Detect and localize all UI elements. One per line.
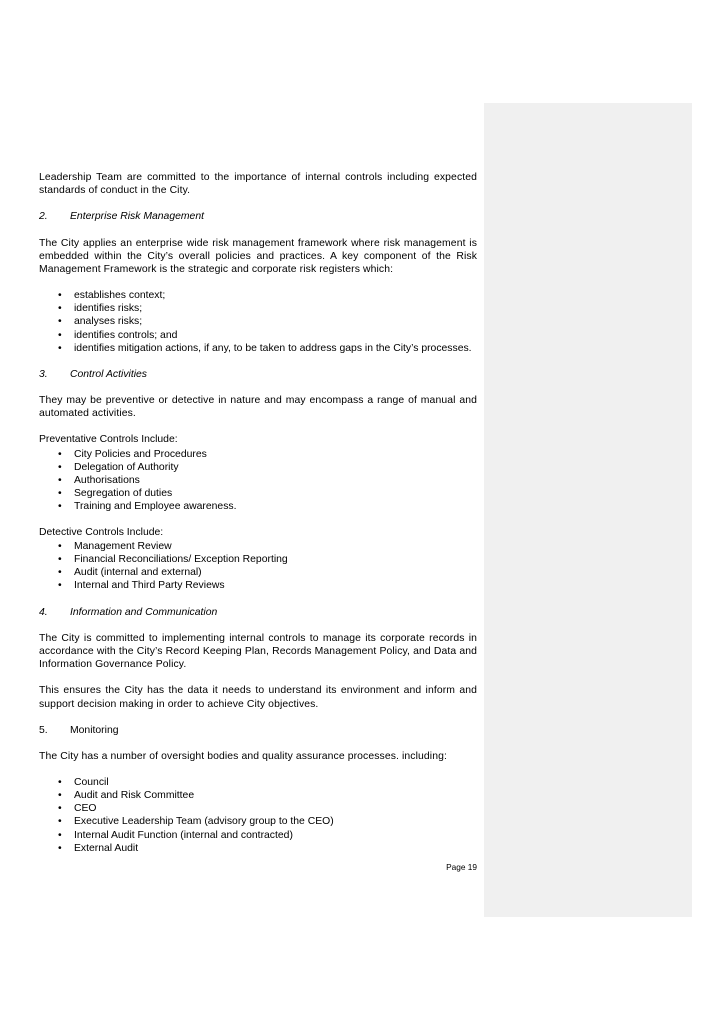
bullet-icon: • bbox=[58, 777, 62, 789]
list-item bbox=[39, 329, 477, 342]
heading-title: Monitoring bbox=[70, 724, 119, 736]
list-item-label: analyses risks; bbox=[74, 316, 143, 328]
list-item bbox=[39, 342, 477, 355]
heading-monitoring bbox=[39, 724, 477, 737]
paragraph-oversight-bodies: The City has a number of oversight bodies and quality assurance processes. including: bbox=[39, 750, 447, 762]
bullet-icon: • bbox=[58, 500, 62, 512]
list-item bbox=[39, 776, 477, 789]
list-item bbox=[39, 474, 477, 487]
paragraph-control-activities: They may be preventive or detective in nature and may encompass a range of manual and automated activities. bbox=[39, 394, 477, 420]
list-item-label: Training and Employee awareness. bbox=[74, 500, 237, 512]
paragraph-records-management: The City is committed to implementing internal controls to manage its corporate records in accordance with the City’s Record Keeping Plan, Records Management Policy, and Data and Information Governance Policy. bbox=[39, 632, 477, 671]
paragraph-risk-framework: The City applies an enterprise wide risk management framework where risk management is embedded within the City’s overall policies and practices. A key component of the Risk Management Framework is the strategic and corporate risk registers which: bbox=[39, 237, 477, 276]
lead-in-detective-controls: Detective Controls Include: bbox=[39, 526, 164, 538]
list-item bbox=[39, 540, 477, 553]
bullet-icon: • bbox=[58, 567, 62, 579]
list-item bbox=[39, 448, 477, 461]
list-item bbox=[39, 829, 477, 842]
heading-number: 2. bbox=[39, 211, 48, 223]
bullet-icon: • bbox=[58, 342, 62, 354]
list-item-label: identifies mitigation actions, if any, to be taken to address gaps in the City’s processes. bbox=[74, 342, 472, 354]
list-item-label: Authorisations bbox=[74, 474, 140, 486]
bullet-icon: • bbox=[58, 290, 62, 302]
list-item bbox=[39, 566, 477, 579]
list-item bbox=[39, 289, 477, 302]
list-preventative-controls bbox=[39, 448, 477, 513]
list-item bbox=[39, 815, 477, 828]
list-item bbox=[39, 461, 477, 474]
bullet-icon: • bbox=[58, 842, 62, 854]
heading-number: 5. bbox=[39, 724, 48, 736]
bullet-icon: • bbox=[58, 541, 62, 553]
list-item-label: Delegation of Authority bbox=[74, 461, 179, 473]
bullet-icon: • bbox=[58, 790, 62, 802]
heading-title: Control Activities bbox=[70, 368, 147, 380]
bullet-icon: • bbox=[58, 829, 62, 841]
heading-title: Information and Communication bbox=[70, 606, 218, 618]
list-item bbox=[39, 315, 477, 328]
list-item bbox=[39, 500, 477, 513]
bullet-icon: • bbox=[58, 461, 62, 473]
list-item-label: Management Review bbox=[74, 541, 172, 553]
list-item-label: Financial Reconciliations/ Exception Reporting bbox=[74, 554, 288, 566]
list-item bbox=[39, 553, 477, 566]
list-item-label: CEO bbox=[74, 803, 97, 815]
list-detective-controls bbox=[39, 540, 477, 592]
list-item-label: Audit and Risk Committee bbox=[74, 790, 195, 802]
list-item-label: Council bbox=[74, 777, 109, 789]
list-risk-registers bbox=[39, 289, 477, 354]
bullet-icon: • bbox=[58, 803, 62, 815]
list-item-label: Audit (internal and external) bbox=[74, 567, 202, 579]
list-item-label: establishes context; bbox=[74, 290, 166, 302]
list-item-label: identifies controls; and bbox=[74, 329, 178, 341]
heading-enterprise-risk-management bbox=[39, 210, 477, 223]
list-item-label: Internal Audit Function (internal and contracted) bbox=[74, 829, 293, 841]
list-item-label: identifies risks; bbox=[74, 303, 143, 315]
list-item bbox=[39, 302, 477, 315]
bullet-icon: • bbox=[58, 448, 62, 460]
bullet-icon: • bbox=[58, 316, 62, 328]
paragraph-leadership-team: Leadership Team are committed to the importance of internal controls including expected standards of conduct in the City. bbox=[39, 172, 477, 197]
list-item-label: External Audit bbox=[74, 842, 139, 854]
list-item bbox=[39, 802, 477, 815]
bullet-icon: • bbox=[58, 474, 62, 486]
bullet-icon: • bbox=[58, 816, 62, 828]
list-item bbox=[39, 789, 477, 802]
bullet-icon: • bbox=[58, 303, 62, 315]
bullet-icon: • bbox=[58, 580, 62, 592]
lead-in-preventative-controls: Preventative Controls Include: bbox=[39, 434, 178, 446]
list-oversight-bodies bbox=[39, 776, 477, 855]
heading-information-and-communication bbox=[39, 606, 477, 619]
bullet-icon: • bbox=[58, 329, 62, 341]
list-item-label: Executive Leadership Team (advisory group to the CEO) bbox=[74, 816, 334, 828]
list-item bbox=[39, 579, 477, 592]
list-item bbox=[39, 487, 477, 500]
page-number-footer: Page 19 bbox=[446, 862, 477, 872]
document-body bbox=[39, 171, 477, 868]
bullet-icon: • bbox=[58, 487, 62, 499]
heading-number: 3. bbox=[39, 368, 48, 380]
list-item-label: Internal and Third Party Reviews bbox=[74, 580, 225, 592]
heading-number: 4. bbox=[39, 606, 48, 618]
paragraph-data-supports-decisions: This ensures the City has the data it needs to understand its environment and inform and support decision making in order to achieve City objectives. bbox=[39, 685, 477, 710]
list-item bbox=[39, 842, 477, 855]
list-item-label: City Policies and Procedures bbox=[74, 448, 207, 460]
bullet-icon: • bbox=[58, 554, 62, 566]
heading-title: Enterprise Risk Management bbox=[70, 211, 204, 223]
list-item-label: Segregation of duties bbox=[74, 487, 173, 499]
heading-control-activities bbox=[39, 368, 477, 381]
